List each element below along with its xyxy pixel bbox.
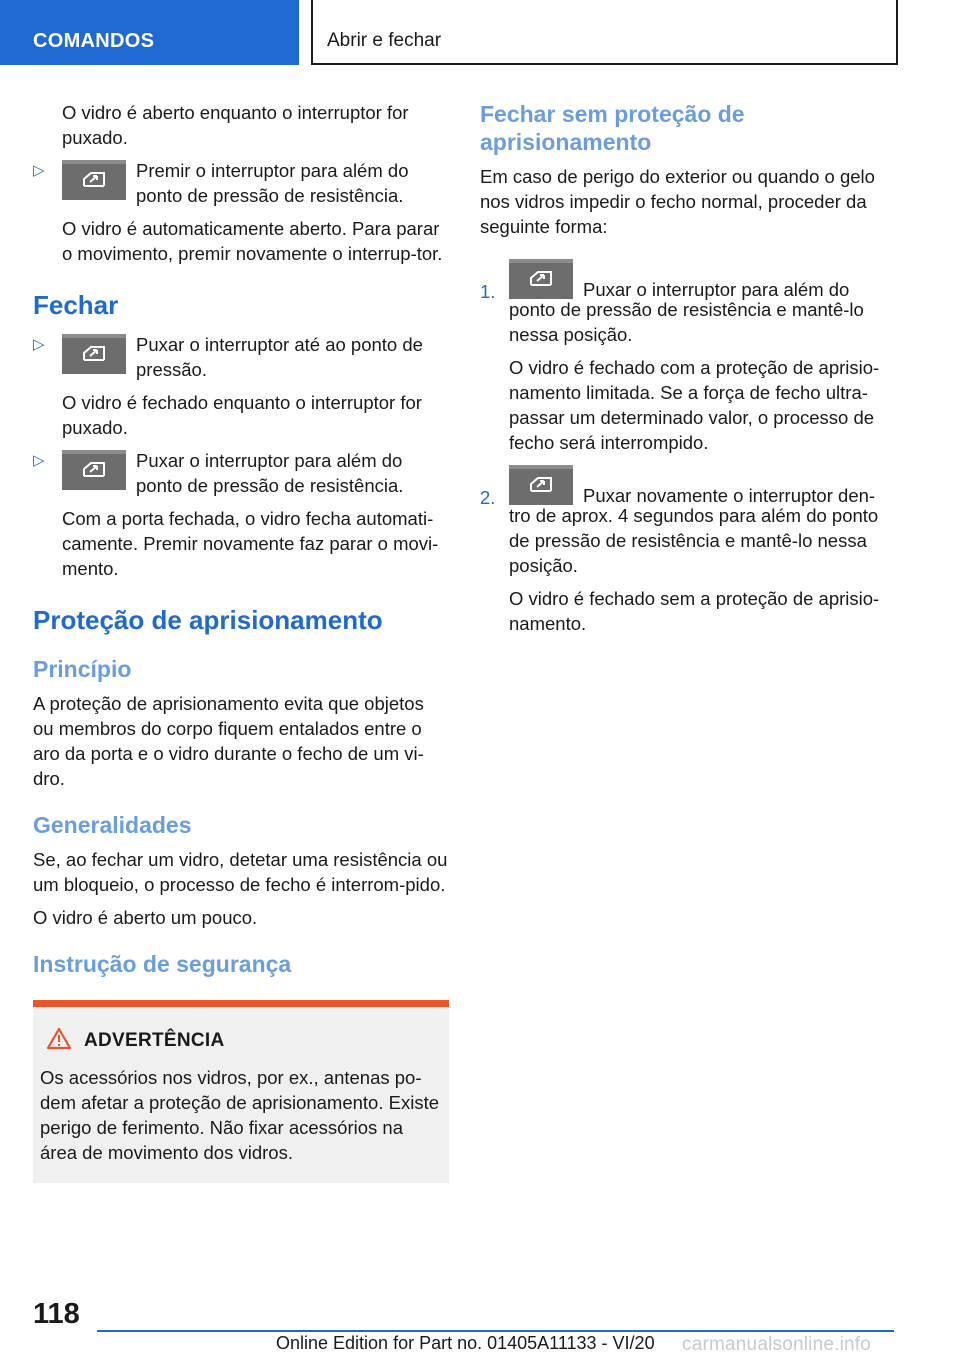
subheading-general: Generalidades	[33, 812, 192, 838]
warning-triangle-icon	[46, 1027, 72, 1055]
close-item-1	[33, 332, 449, 382]
result-text: O vidro é automaticamente aberto. Para parar o movimento, premir novamente o interrup‐tor.	[62, 218, 443, 264]
step-1	[480, 259, 896, 455]
chapter-tab	[311, 0, 898, 65]
result-text: Com a porta fechada, o vidro fecha automati‐camente. Premir novamente faz parar o movi‐mento.	[62, 508, 439, 579]
right-intro-text: Em caso de perigo do exterior ou quando o gelo nos vidros impedir o fecho normal, proceder da seguinte forma:	[480, 166, 875, 237]
bullet-text: Puxar o interruptor até ao ponto de pressão.	[136, 334, 423, 380]
left-column	[33, 100, 449, 1183]
section-title: COMANDOS	[33, 30, 155, 52]
watermark: carmanualsonline.info	[682, 1334, 872, 1355]
step-text-start: Puxar novamente o interruptor den‐	[583, 485, 876, 506]
intro-text: O vidro é aberto enquanto o interruptor for puxado.	[62, 102, 409, 148]
window-switch-icon	[62, 450, 126, 490]
result-text: O vidro é fechado enquanto o interruptor for puxado.	[62, 392, 422, 438]
step-text-rest: tro de aprox. 4 segundos para além do ponto de pressão de resistência e mantê-lo nessa posição.	[509, 505, 879, 576]
right-column	[480, 100, 896, 646]
close-item-2	[33, 448, 449, 498]
subheading-safety: Instrução de segurança	[33, 951, 292, 977]
page-number: 118	[33, 1298, 80, 1330]
step-result: O vidro é fechado com a proteção de aprisio‐namento limitada. Se a força de fecho ultra‐passar um determinado valor, o processo de fecho será interrompido.	[509, 357, 880, 453]
footer-rule	[97, 1330, 894, 1332]
bullet-text: Puxar o interruptor para além do ponto de pressão de resistência.	[136, 450, 404, 496]
window-switch-icon	[62, 334, 126, 374]
window-switch-icon	[62, 160, 126, 200]
triangle-bullet-icon: ▷	[33, 336, 45, 353]
bullet-text: Premir o interruptor para além do ponto de pressão de resistência.	[136, 160, 409, 206]
warning-header	[40, 1027, 441, 1055]
triangle-bullet-icon: ▷	[33, 452, 45, 469]
subheading-principle: Princípio	[33, 656, 132, 682]
step-2	[480, 465, 896, 636]
subheading-close-without-protection: Fechar sem proteção de aprisionamento	[480, 101, 745, 155]
warning-title: ADVERTÊNCIA	[84, 1030, 225, 1051]
warning-box	[33, 1000, 449, 1183]
section-heading-protection: Proteção de aprisionamento	[33, 605, 383, 635]
window-switch-icon	[509, 465, 573, 505]
step-text-rest: ponto de pressão de resistência e mantê-lo nessa posição.	[509, 299, 864, 345]
section-heading-close: Fechar	[33, 290, 119, 320]
footer-edition: Online Edition for Part no. 01405A11133 - VI/20	[276, 1333, 655, 1353]
step-result: O vidro é fechado sem a proteção de aprisio‐namento.	[509, 588, 880, 634]
step-number: 1.	[480, 281, 496, 302]
section-tab	[0, 0, 299, 65]
general-text-1: Se, ao fechar um vidro, detetar uma resistência ou um bloqueio, o processo de fecho é interrom‐pido.	[33, 849, 448, 895]
warning-text: Os acessórios nos vidros, por ex., antenas po‐dem afetar a proteção de aprisionamento. Existe perigo de ferimento. Não fixar acessórios na área de movimento dos vidros.	[40, 1067, 440, 1163]
principle-text: A proteção de aprisionamento evita que objetos ou membros do corpo fiquem entalados entre o aro da porta e o vidro durante o fecho de um vi‐dro.	[33, 693, 424, 789]
general-text-2: O vidro é aberto um pouco.	[33, 907, 258, 928]
triangle-bullet-icon: ▷	[33, 162, 45, 179]
chapter-title: Abrir e fechar	[327, 30, 442, 51]
open-auto-item	[33, 158, 449, 208]
window-switch-icon	[509, 259, 573, 299]
step-text-start: Puxar o interruptor para além do	[583, 279, 850, 300]
step-number: 2.	[480, 487, 496, 508]
